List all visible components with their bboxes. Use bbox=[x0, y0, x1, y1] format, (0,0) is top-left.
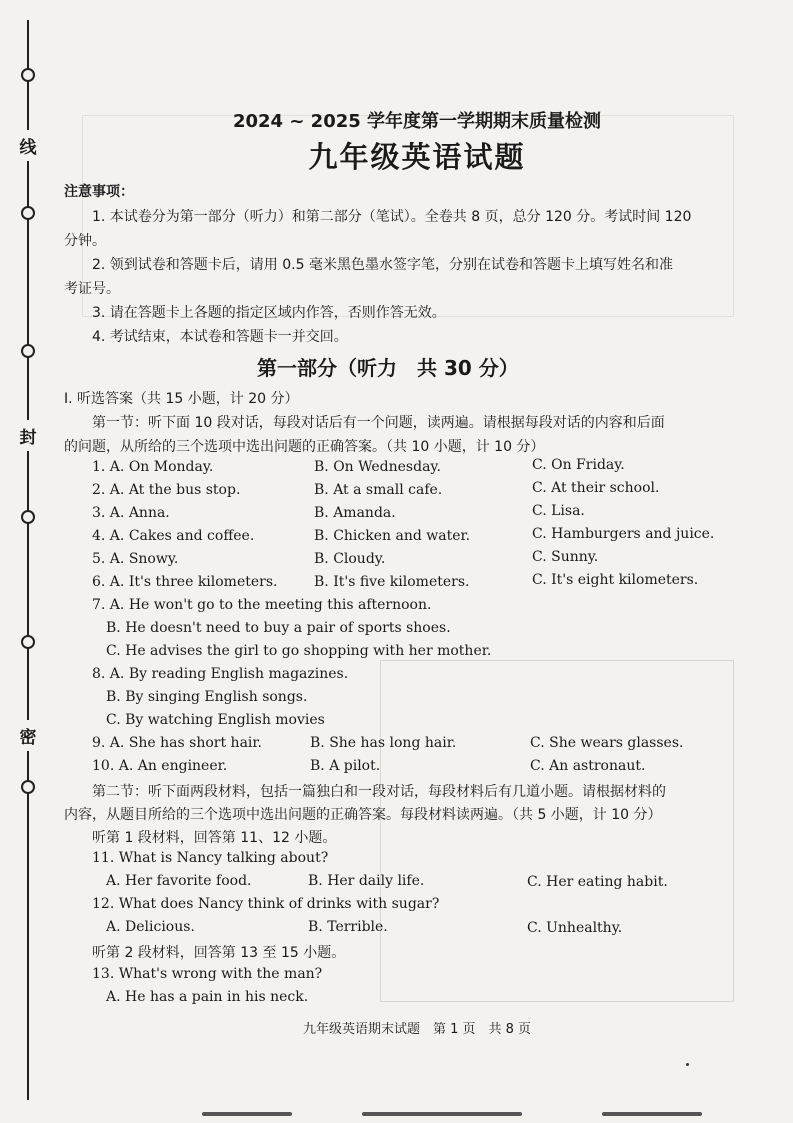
question-option: B. Terrible. bbox=[308, 919, 388, 935]
question-option: B. Cloudy. bbox=[314, 551, 386, 567]
question-option: B. Amanda. bbox=[314, 505, 396, 521]
binding-circle bbox=[21, 780, 35, 794]
binding-rule bbox=[27, 20, 29, 1100]
exam-subtitle: 2024 ~ 2025 学年度第一学期期末质量检测 bbox=[232, 111, 602, 132]
section1-instructions: 第一节：听下面 10 段对话，每段对话后有一个问题，读两遍。请根据每段对话的内容和后面 bbox=[92, 415, 665, 431]
notice-item: 分钟。 bbox=[64, 233, 106, 249]
material-intro: 听第 2 段材料，回答第 13 至 15 小题。 bbox=[92, 945, 346, 961]
notice-item: 1. 本试卷分为第一部分（听力）和第二部分（笔试）。全卷共 8 页，总分 120 分。考试时间 120 bbox=[92, 209, 692, 225]
notice-heading: 注意事项： bbox=[64, 184, 134, 200]
section1-instructions: 的问题，从所给的三个选项中选出问题的正确答案。（共 10 小题，计 10 分） bbox=[64, 439, 545, 455]
exam-title: 九年级英语试题 bbox=[308, 140, 526, 174]
question-option: C. Unhealthy. bbox=[527, 920, 623, 936]
section2-instructions: 第二节：听下面两段材料，包括一篇独白和一段对话，每段材料后有几道小题。请根据材料的 bbox=[92, 784, 666, 800]
binding-circle bbox=[21, 206, 35, 220]
question-option: 1. A. On Monday. bbox=[92, 459, 214, 475]
question-option: 8. A. By reading English magazines. bbox=[92, 666, 349, 682]
material-intro: 听第 1 段材料，回答第 11、12 小题。 bbox=[92, 830, 337, 846]
question-stem: 13. What's wrong with the man? bbox=[92, 966, 323, 982]
question-option: B. He doesn't need to buy a pair of sports shoes. bbox=[106, 620, 451, 636]
question-stem: 12. What does Nancy think of drinks with sugar? bbox=[92, 896, 440, 912]
scan-speck bbox=[686, 1063, 689, 1066]
question-option: A. Delicious. bbox=[106, 919, 195, 935]
bleed-through-box bbox=[380, 660, 734, 1002]
section2-instructions: 内容，从题目所给的三个选项中选出问题的正确答案。每段材料读两遍。（共 5 小题，计 10 分） bbox=[64, 807, 662, 823]
section-heading: Ⅰ. 听选答案（共 15 小题，计 20 分） bbox=[64, 391, 299, 407]
question-option: B. She has long hair. bbox=[310, 735, 457, 751]
notice-item: 考证号。 bbox=[64, 281, 120, 297]
question-option: 9. A. She has short hair. bbox=[92, 735, 263, 751]
question-option: C. By watching English movies bbox=[106, 712, 325, 728]
question-option: A. He has a pain in his neck. bbox=[106, 989, 309, 1005]
binding-char-mi: 密 bbox=[17, 720, 39, 751]
question-option: A. Her favorite food. bbox=[106, 873, 252, 889]
question-option: C. She wears glasses. bbox=[530, 735, 684, 751]
binding-circle bbox=[21, 510, 35, 524]
binding-char-feng: 封 bbox=[17, 420, 39, 451]
part1-title: 第一部分（听力 共 30 分） bbox=[257, 356, 519, 380]
question-option: 2. A. At the bus stop. bbox=[92, 482, 241, 498]
notice-item: 2. 领到试卷和答题卡后，请用 0.5 毫米黑色墨水签字笔，分别在试卷和答题卡上填写姓名和准 bbox=[92, 257, 673, 273]
question-option: 10. A. An engineer. bbox=[92, 758, 228, 774]
question-option: 5. A. Snowy. bbox=[92, 551, 179, 567]
question-stem: 11. What is Nancy talking about? bbox=[92, 850, 329, 866]
scan-mark bbox=[362, 1112, 522, 1116]
question-option: B. Chicken and water. bbox=[314, 528, 471, 544]
question-option: B. By singing English songs. bbox=[106, 689, 308, 705]
exam-page bbox=[62, 0, 772, 1123]
binding-line bbox=[14, 20, 42, 1100]
notice-item: 3. 请在答题卡上各题的指定区域内作答，否则作答无效。 bbox=[92, 305, 446, 321]
question-option: C. Her eating habit. bbox=[527, 874, 668, 890]
question-option: B. On Wednesday. bbox=[314, 459, 441, 475]
question-option: C. At their school. bbox=[532, 480, 660, 496]
page-footer: 九年级英语期末试题 第 1 页 共 8 页 bbox=[302, 1022, 532, 1037]
question-option: C. On Friday. bbox=[532, 457, 625, 473]
question-option: C. Hamburgers and juice. bbox=[532, 526, 715, 542]
binding-circle bbox=[21, 68, 35, 82]
binding-circle bbox=[21, 635, 35, 649]
binding-char-xian: 线 bbox=[17, 130, 39, 161]
question-option: C. An astronaut. bbox=[530, 758, 646, 774]
question-option: 7. A. He won't go to the meeting this afternoon. bbox=[92, 597, 432, 613]
scan-mark bbox=[602, 1112, 702, 1116]
question-option: B. Her daily life. bbox=[308, 873, 425, 889]
question-option: 4. A. Cakes and coffee. bbox=[92, 528, 255, 544]
scan-mark bbox=[202, 1112, 292, 1116]
binding-circle bbox=[21, 344, 35, 358]
question-option: C. He advises the girl to go shopping with her mother. bbox=[106, 643, 492, 659]
question-option: C. It's eight kilometers. bbox=[532, 572, 699, 588]
question-option: C. Lisa. bbox=[532, 503, 585, 519]
question-option: 6. A. It's three kilometers. bbox=[92, 574, 278, 590]
question-option: B. A pilot. bbox=[310, 758, 381, 774]
question-option: B. It's five kilometers. bbox=[314, 574, 470, 590]
question-option: C. Sunny. bbox=[532, 549, 599, 565]
question-option: B. At a small cafe. bbox=[314, 482, 443, 498]
notice-item: 4. 考试结束，本试卷和答题卡一并交回。 bbox=[92, 329, 348, 345]
question-option: 3. A. Anna. bbox=[92, 505, 170, 521]
